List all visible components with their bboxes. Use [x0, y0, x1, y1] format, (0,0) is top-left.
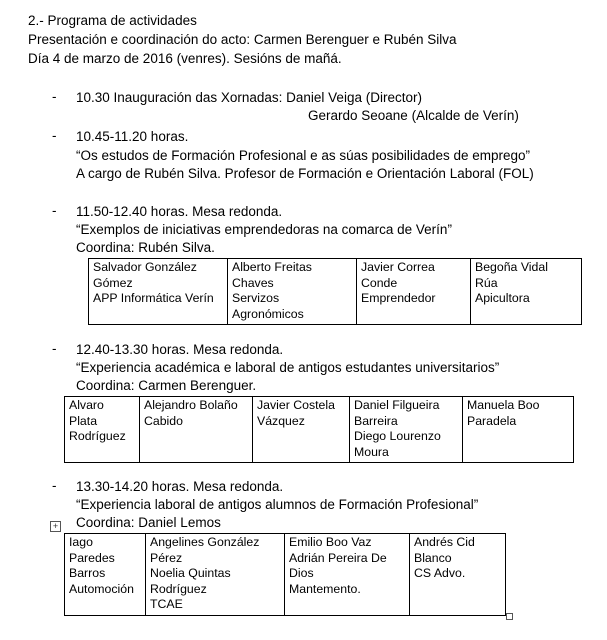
presentation-line: Presentación e coordinación do acto: Carmen Berenguer e Rubén Silva [28, 32, 457, 47]
session-speaker: A cargo de Rubén Silva. Profesor de Formación e Orientación Laboral (FOL) [76, 166, 534, 181]
table-cell: Iago Paredes Barros Automoción [65, 534, 146, 616]
session-time: 13.30-14.20 horas. Mesa redonda. [76, 479, 284, 494]
session-topic: “Experiencia laboral de antigos alumnos de Formación Profesional” [76, 497, 479, 512]
panel-table-2 [64, 396, 574, 463]
table-cell: Daniel Filgueira Barreira Diego Lourenzo Moura [350, 397, 463, 463]
session-coordinator: Coordina: Daniel Lemos [76, 515, 221, 530]
table-cell: Begoña Vidal Rúa Apicultora [471, 259, 582, 325]
section-title: 2.- Programa de actividades [28, 13, 197, 28]
table-cell: Angelines González Pérez Noelia Quintas Rodríguez TCAE [146, 534, 285, 616]
bullet-dash: - [52, 203, 57, 218]
session-topic: “Exemplos de iniciativas emprendedoras na comarca de Verín” [76, 222, 452, 237]
session-coordinator: Coordina: Carmen Berenguer. [76, 378, 257, 393]
inauguration-line: 10.30 Inauguración das Xornadas: Daniel Veiga (Director) [76, 90, 422, 105]
table-cell: Manuela Boo Paradela [463, 397, 574, 463]
panel-table-3 [64, 533, 506, 616]
table-move-handle-icon[interactable]: + [50, 521, 61, 532]
table-row [89, 259, 582, 325]
table-row [65, 397, 574, 463]
table-resize-handle-icon[interactable] [506, 613, 513, 620]
table-cell: Emilio Boo Vaz Adrián Pereira De Dios Mantemento. [285, 534, 410, 616]
session-coordinator: Coordina: Rubén Silva. [76, 240, 215, 255]
session-time: 10.45-11.20 horas. [76, 129, 189, 144]
session-time: 12.40-13.30 horas. Mesa redonda. [76, 342, 284, 357]
table-cell: Andrés Cid Blanco CS Advo. [410, 534, 506, 616]
table-cell: Salvador González Gómez APP Informática Verín [89, 259, 228, 325]
bullet-dash: - [52, 341, 57, 356]
panel-table-1 [88, 258, 582, 325]
table-cell: Alberto Freitas Chaves Servizos Agronómicos [228, 259, 357, 325]
session-topic: “Os estudos de Formación Profesional e as súas posibilidades de emprego” [76, 148, 530, 163]
table-cell: Alvaro Plata Rodríguez [65, 397, 140, 463]
table-cell: Alejandro Bolaño Cabido [140, 397, 253, 463]
table-cell: Javier Costela Vázquez [253, 397, 350, 463]
date-line: Día 4 de marzo de 2016 (venres). Sesións de mañá. [28, 51, 342, 66]
bullet-dash: - [52, 89, 57, 104]
bullet-dash: - [52, 478, 57, 493]
table-cell: Javier Correa Conde Emprendedor [357, 259, 471, 325]
table-row [65, 534, 506, 616]
session-topic: “Experiencia académica e laboral de antigos estudantes universitarios” [76, 360, 500, 375]
inauguration-line-2: Gerardo Seoane (Alcalde de Verín) [308, 108, 519, 123]
bullet-dash: - [52, 128, 57, 143]
session-time: 11.50-12.40 horas. Mesa redonda. [76, 204, 283, 219]
